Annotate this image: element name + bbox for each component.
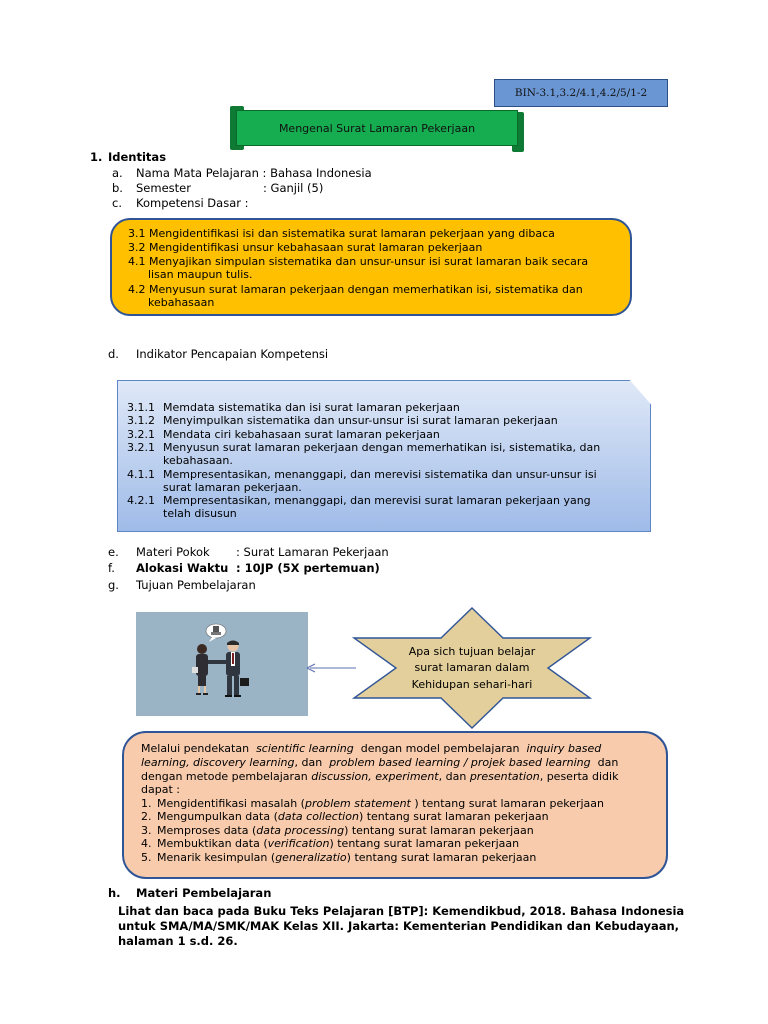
document-code: BIN-3.1,3.2/4.1,4.2/5/1-2 xyxy=(494,79,668,107)
indikator-item xyxy=(127,401,460,414)
objective-text: ) tentang surat lamaran pekerjaan xyxy=(329,837,520,851)
identitas-heading: Identitas xyxy=(108,150,167,164)
objective-term: data collection xyxy=(277,810,359,824)
star-line: Kehidupan sehari-hari xyxy=(411,678,533,691)
materi-pokok-label: e. xyxy=(108,545,119,559)
indikator-text: Menyimpulkan sistematika dan unsur-unsur isi surat lamaran pekerjaan xyxy=(163,414,558,428)
identitas-a-label: a. xyxy=(112,166,123,180)
objective-term: generalizatio xyxy=(275,850,347,864)
alokasi-key: Alokasi Waktu xyxy=(136,561,229,575)
indikator-text: surat lamaran pekerjaan. xyxy=(163,480,302,494)
kd-line: 4.1 Menyajikan simpulan sistematika dan unsur-unsur isi surat lamaran baik secara xyxy=(128,255,589,268)
indikator-item xyxy=(127,468,597,481)
banner-title: Mengenal Surat Lamaran Pekerjaan xyxy=(236,110,518,146)
objective-intro-line-2: learning, discovery learning, dan problem based learning / projek based learning dan xyxy=(141,756,619,769)
objective-item xyxy=(141,837,519,850)
objective-number: 1. xyxy=(141,797,152,810)
materi-line: halaman 1 s.d. 26. xyxy=(118,934,238,948)
indikator-number: 3.2.1 xyxy=(127,427,155,441)
indikator-text: kebahasaan. xyxy=(163,454,233,468)
tujuan-label: g. xyxy=(108,578,119,592)
indikator-item xyxy=(127,507,237,520)
indikator-label: d. xyxy=(108,347,119,361)
objective-term: problem statement xyxy=(304,797,411,810)
objective-text: Menarik kesimpulan ( xyxy=(157,850,276,864)
kd-line: 4.2 Menyusun surat lamaran pekerjaan dengan memerhatikan isi, sistematika dan xyxy=(128,283,583,296)
objective-text: ) tentang surat lamaran pekerjaan xyxy=(344,823,534,837)
materi-pembelajaran-label: h. xyxy=(108,886,121,900)
objective-text: Membuktikan data ( xyxy=(157,837,268,851)
indikator-item xyxy=(127,441,600,454)
business-handshake-illustration xyxy=(136,612,308,716)
indikator-number: 4.2.1 xyxy=(127,494,155,508)
indikator-number: 3.1.2 xyxy=(127,414,155,428)
identitas-c-text: Kompetensi Dasar : xyxy=(136,196,249,210)
alokasi-value: : 10JP (5X pertemuan) xyxy=(236,561,380,575)
objective-item xyxy=(141,824,534,837)
indikator-number: 3.2.1 xyxy=(127,440,155,454)
indikator-text: telah disusun xyxy=(163,507,237,521)
indikator-text: Menyusun surat lamaran pekerjaan dengan memerhatikan isi, sistematika, dan xyxy=(163,440,601,454)
objective-term: data processing xyxy=(256,823,345,837)
materi-pokok-value: : Surat Lamaran Pekerjaan xyxy=(236,545,389,559)
objective-text: Mengumpulkan data ( xyxy=(157,810,278,824)
indikator-item xyxy=(127,428,440,441)
materi-pembelajaran-heading: Materi Pembelajaran xyxy=(136,886,272,900)
objective-text: ) tentang surat lamaran pekerjaan xyxy=(410,797,605,810)
kd-line: kebahasaan xyxy=(148,296,215,309)
objective-number: 4. xyxy=(141,837,152,851)
objective-number: 3. xyxy=(141,823,152,837)
materi-pokok-key: Materi Pokok xyxy=(136,545,210,559)
objective-term: verification xyxy=(267,837,330,851)
indikator-item xyxy=(127,454,233,467)
indikator-item xyxy=(127,414,558,427)
objective-intro-line-1: Melalui pendekatan scientific learning dengan model pembelajaran inquiry based xyxy=(141,742,602,755)
objective-number: 2. xyxy=(141,810,152,824)
indikator-text: Mendata ciri kebahasaan surat lamaran pekerjaan xyxy=(163,427,440,441)
indikator-text: Mempresentasikan, menanggapi, dan merevisi sistematika dan unsur-unsur isi xyxy=(163,467,597,481)
materi-line: Lihat dan baca pada Buku Teks Pelajaran [BTP]: Kemendikbud, 2018. Bahasa Indonesia xyxy=(118,904,685,918)
materi-line: untuk SMA/MA/SMK/MAK Kelas XII. Jakarta: Kementerian Pendidikan dan Kebudayaan, xyxy=(118,919,680,933)
indikator-number: 4.1.1 xyxy=(127,467,155,481)
indikator-text: Mempresentasikan, menanggapi, dan merevisi surat lamaran pekerjaan yang xyxy=(163,494,591,508)
kd-line: 3.1 Mengidentifikasi isi dan sistematika surat lamaran pekerjaan yang dibaca xyxy=(128,227,555,240)
identitas-b-value: : Ganjil (5) xyxy=(263,181,324,195)
indikator-heading: Indikator Pencapaian Kompetensi xyxy=(136,347,329,361)
objective-number: 5. xyxy=(141,850,152,864)
identitas-b-label: b. xyxy=(112,181,123,195)
indikator-item xyxy=(127,494,591,507)
objective-item xyxy=(141,797,604,810)
objective-text: Mengidentifikasi masalah ( xyxy=(157,797,305,810)
identitas-a-text: Nama Mata Pelajaran : Bahasa Indonesia xyxy=(136,166,372,180)
objective-text: ) tentang surat lamaran pekerjaan xyxy=(358,810,549,824)
objective-item xyxy=(141,851,536,864)
identitas-number: 1. xyxy=(90,150,103,164)
identitas-b-key: Semester xyxy=(136,181,191,195)
star-line: surat lamaran dalam xyxy=(414,661,530,674)
identitas-c-label: c. xyxy=(112,196,122,210)
arrow-left-icon xyxy=(306,662,358,674)
star-line: Apa sich tujuan belajar xyxy=(408,645,536,658)
kd-line: lisan maupun tulis. xyxy=(148,268,253,281)
objective-item xyxy=(141,810,549,823)
objective-text: Memproses data ( xyxy=(157,823,257,837)
indikator-text: Memdata sistematika dan isi surat lamaran pekerjaan xyxy=(163,401,460,414)
objective-intro-line-4: dapat : xyxy=(141,783,180,796)
alokasi-label: f. xyxy=(108,561,115,575)
objective-intro-line-3: dengan metode pembelajaran discussion, experiment, dan presentation, peserta didik xyxy=(141,770,619,783)
kd-line: 3.2 Mengidentifikasi unsur kebahasaan surat lamaran pekerjaan xyxy=(128,241,483,254)
tujuan-heading: Tujuan Pembelajaran xyxy=(136,578,256,592)
indikator-item xyxy=(127,481,302,494)
objective-text: ) tentang surat lamaran pekerjaan xyxy=(346,850,537,864)
indikator-number: 3.1.1 xyxy=(127,401,155,414)
